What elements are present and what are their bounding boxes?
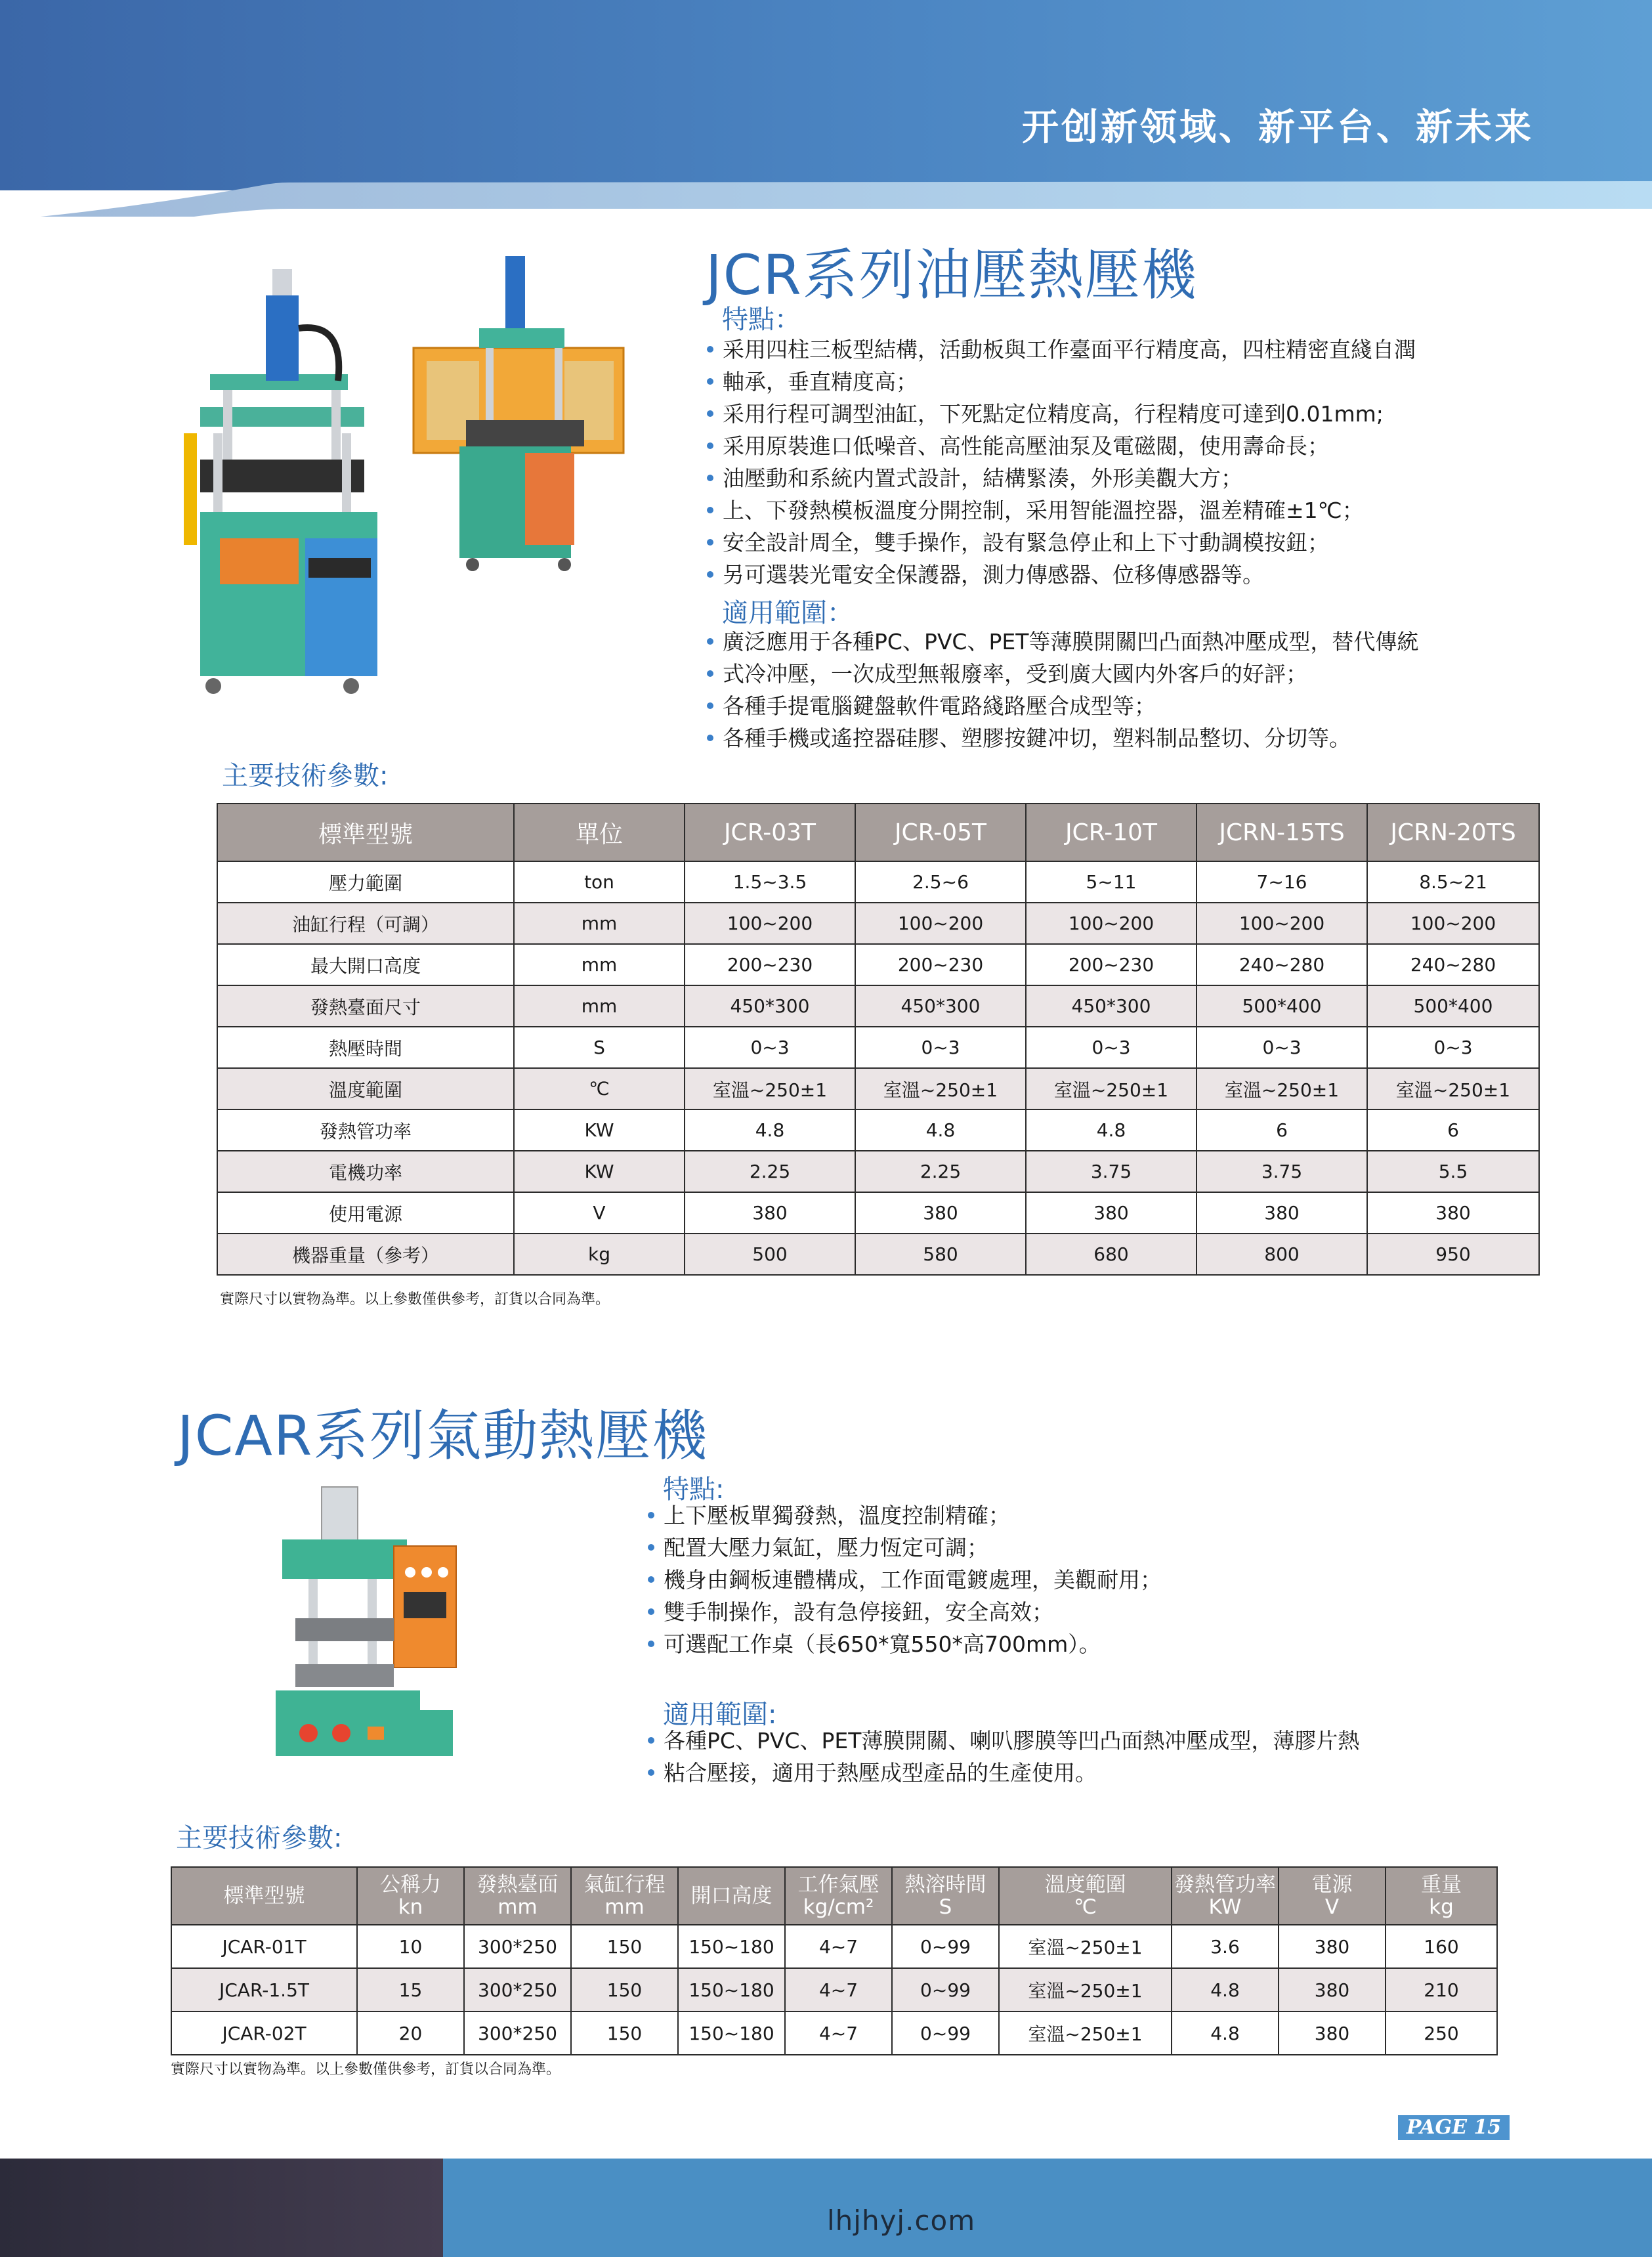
list-item: 采用原裝進口低噪音、高性能高壓油泵及電磁閥，使用壽命長；: [706, 430, 1578, 462]
website-url: lhjhyj.com: [827, 2204, 976, 2237]
column-header: 標準型號: [217, 804, 514, 861]
table-row: [217, 861, 1539, 903]
column-header-unit: kg: [1429, 1895, 1454, 1919]
table-cell: mm: [514, 944, 685, 985]
jcar-scope-list: [646, 1725, 1500, 1789]
table-cell: 6: [1367, 1109, 1539, 1151]
table-cell: 250: [1386, 2011, 1497, 2055]
table-row: [171, 1968, 1497, 2011]
table-cell: KW: [514, 1151, 685, 1192]
column-header-unit: ℃: [1074, 1895, 1097, 1919]
model-cell: JCAR-01T: [171, 1925, 357, 1968]
table-cell: 380: [1026, 1192, 1197, 1234]
table-cell: 3.75: [1197, 1151, 1367, 1192]
table-cell: 15: [357, 1968, 464, 2011]
jcr-machine-image: [174, 249, 397, 722]
jcr-params-label: 主要技術參數:: [222, 761, 389, 791]
jcr-features-list: [706, 333, 1578, 591]
table-cell: 380: [1279, 2011, 1386, 2055]
column-header-unit: mm: [498, 1895, 538, 1919]
table-row: [171, 2011, 1497, 2055]
table-cell: 240~280: [1197, 944, 1367, 985]
table-row: [217, 1027, 1539, 1068]
jcar-params-label: 主要技術參數:: [176, 1823, 343, 1853]
column-header: JCRN-20TS: [1367, 804, 1539, 861]
table-cell: 300*250: [464, 2011, 571, 2055]
row-label-cell: 發熱臺面尺寸: [217, 985, 514, 1027]
list-item: 采用四柱三板型結構，活動板與工作臺面平行精度高，四柱精密直綫自潤: [706, 333, 1578, 366]
row-label-cell: 機器重量（參考）: [217, 1234, 514, 1275]
table-cell: 380: [855, 1192, 1026, 1234]
column-header-name: 發熱管功率: [1174, 1873, 1276, 1897]
table-cell: 500: [685, 1234, 855, 1275]
model-cell: JCAR-1.5T: [171, 1968, 357, 2011]
column-header-unit: KW: [1208, 1895, 1242, 1919]
table-cell: 150~180: [678, 1925, 785, 1968]
table-cell: 7~16: [1197, 861, 1367, 903]
jcar-spec-table: [171, 1866, 1498, 2055]
table-cell: 100~200: [685, 903, 855, 944]
jcar-scope-label: 適用範圍:: [663, 1700, 777, 1730]
table-cell: 680: [1026, 1234, 1197, 1275]
table-cell: 160: [1386, 1925, 1497, 1968]
table-cell: KW: [514, 1109, 685, 1151]
table-cell: 8.5~21: [1367, 861, 1539, 903]
jcr-features-label: 特點：: [722, 305, 801, 335]
column-header: JCR-03T: [685, 804, 855, 861]
table-row: [217, 903, 1539, 944]
column-header: 單位: [514, 804, 685, 861]
column-header-name: 開口高度: [690, 1884, 773, 1908]
table-row: [217, 1192, 1539, 1234]
footer-band-blue: [443, 2159, 1652, 2257]
column-header: JCR-10T: [1026, 804, 1197, 861]
column-header: [785, 1867, 892, 1925]
table-cell: mm: [514, 985, 685, 1027]
row-label-cell: 最大開口高度: [217, 944, 514, 985]
footer-band-dark: [0, 2159, 443, 2257]
table-cell: 室溫~250±1: [999, 2011, 1172, 2055]
column-header-name: 氣缸行程: [583, 1873, 666, 1897]
table-cell: 室溫~250±1: [999, 1925, 1172, 1968]
table-header-row: [217, 804, 1539, 861]
table-cell: 室溫~250±1: [999, 1968, 1172, 2011]
list-item: 油壓動和系統内置式設計，結構緊湊，外形美觀大方；: [706, 462, 1578, 494]
table-cell: 5.5: [1367, 1151, 1539, 1192]
column-header: [464, 1867, 571, 1925]
column-header: [678, 1867, 785, 1925]
column-header-unit: V: [1324, 1895, 1340, 1919]
table-cell: 380: [1197, 1192, 1367, 1234]
column-header: [892, 1867, 999, 1925]
list-item: 配置大壓力氣缸，壓力恆定可調；: [646, 1532, 1500, 1564]
column-header: [1386, 1867, 1497, 1925]
column-header: JCRN-15TS: [1197, 804, 1367, 861]
table-header-row: [171, 1867, 1497, 1925]
table-cell: 6: [1197, 1109, 1367, 1151]
list-item: 各種手提電腦鍵盤軟件電路綫路壓合成型等；: [706, 690, 1578, 722]
list-item: 上下壓板單獨發熱，溫度控制精確；: [646, 1499, 1500, 1532]
table-cell: 室溫~250±1: [685, 1068, 855, 1109]
jcar-features-list: [646, 1499, 1500, 1660]
table-cell: 室溫~250±1: [1197, 1068, 1367, 1109]
list-item: 可選配工作桌（長650*寬550*高700mm）。: [646, 1628, 1500, 1660]
jcr-machine-guard-image: [407, 249, 630, 578]
table-cell: S: [514, 1027, 685, 1068]
row-label-cell: 發熱管功率: [217, 1109, 514, 1151]
table-cell: 2.25: [685, 1151, 855, 1192]
table-cell: 室溫~250±1: [1026, 1068, 1197, 1109]
column-header-name: 標準型號: [223, 1884, 305, 1908]
column-header: JCR-05T: [855, 804, 1026, 861]
table-cell: 580: [855, 1234, 1026, 1275]
table-row: [217, 1151, 1539, 1192]
table-cell: 0~3: [855, 1027, 1026, 1068]
column-header-unit: S: [939, 1895, 952, 1919]
table-cell: 室溫~250±1: [855, 1068, 1026, 1109]
page-number-badge: PAGE 15: [1398, 2115, 1510, 2140]
row-label-cell: 熱壓時間: [217, 1027, 514, 1068]
table-cell: 200~230: [855, 944, 1026, 985]
table-cell: 380: [685, 1192, 855, 1234]
table-cell: 0~99: [892, 2011, 999, 2055]
table-cell: 4~7: [785, 1925, 892, 1968]
column-header: [1172, 1867, 1279, 1925]
table-cell: ℃: [514, 1068, 685, 1109]
row-label-cell: 油缸行程（可調）: [217, 903, 514, 944]
table-cell: 200~230: [685, 944, 855, 985]
table-cell: 300*250: [464, 1968, 571, 2011]
list-item: 廣泛應用于各種PC、PVC、PET等薄膜開關凹凸面熱冲壓成型，替代傳統: [706, 626, 1578, 658]
table-cell: 450*300: [1026, 985, 1197, 1027]
table-cell: 1.5~3.5: [685, 861, 855, 903]
table-cell: 2.25: [855, 1151, 1026, 1192]
table-cell: 380: [1279, 1968, 1386, 2011]
jcar-title: JCAR系列氣動熱壓機: [177, 1404, 709, 1468]
table-row: [171, 1925, 1497, 1968]
table-cell: 100~200: [1026, 903, 1197, 944]
table-cell: 200~230: [1026, 944, 1197, 985]
list-item: 軸承，垂直精度高；: [706, 366, 1578, 398]
table-cell: 300*250: [464, 1925, 571, 1968]
jcr-footnote: 實際尺寸以實物為準。以上參數僅供參考，訂貨以合同為準。: [220, 1291, 610, 1308]
column-header-unit: mm: [604, 1895, 645, 1919]
column-header-name: 溫度範圍: [1044, 1873, 1126, 1897]
column-header: [1279, 1867, 1386, 1925]
table-cell: 800: [1197, 1234, 1367, 1275]
table-cell: 2.5~6: [855, 861, 1026, 903]
row-label-cell: 使用電源: [217, 1192, 514, 1234]
table-cell: 0~3: [1026, 1027, 1197, 1068]
list-item: 另可選裝光電安全保護器，測力傳感器、位移傳感器等。: [706, 559, 1578, 591]
jcar-footnote: 實際尺寸以實物為準。以上參數僅供參考，訂貨以合同為準。: [171, 2061, 561, 2078]
table-cell: 100~200: [1367, 903, 1539, 944]
table-cell: 0~99: [892, 1968, 999, 2011]
list-item: 上、下發熱模板溫度分開控制，采用智能溫控器，溫差精確±1℃；: [706, 494, 1578, 527]
jcar-features-label: 特點:: [663, 1474, 725, 1505]
table-cell: 380: [1279, 1925, 1386, 1968]
table-cell: 3.75: [1026, 1151, 1197, 1192]
table-cell: 450*300: [855, 985, 1026, 1027]
table-cell: kg: [514, 1234, 685, 1275]
column-header-unit: kg/cm²: [803, 1895, 874, 1919]
row-label-cell: 溫度範圍: [217, 1068, 514, 1109]
table-cell: 0~99: [892, 1925, 999, 1968]
table-cell: 20: [357, 2011, 464, 2055]
table-cell: 4.8: [1172, 1968, 1279, 2011]
table-cell: mm: [514, 903, 685, 944]
list-item: 各種手機或遙控器硅膠、塑膠按鍵冲切，塑料制品整切、分切等。: [706, 722, 1578, 754]
table-cell: 150: [571, 1925, 678, 1968]
table-cell: 0~3: [685, 1027, 855, 1068]
table-cell: 150: [571, 1968, 678, 2011]
table-row: [217, 1234, 1539, 1275]
list-item: 雙手制操作，設有急停接鈕，安全高效；: [646, 1596, 1500, 1628]
table-cell: 0~3: [1367, 1027, 1539, 1068]
table-cell: 500*400: [1367, 985, 1539, 1027]
table-cell: 4.8: [855, 1109, 1026, 1151]
table-cell: 150~180: [678, 2011, 785, 2055]
column-header: [171, 1867, 357, 1925]
column-header-name: 公稱力: [380, 1873, 441, 1897]
table-cell: 4~7: [785, 2011, 892, 2055]
table-cell: 4~7: [785, 1968, 892, 2011]
table-cell: 4.8: [685, 1109, 855, 1151]
jcar-machine-image: [269, 1480, 486, 1776]
table-cell: 5~11: [1026, 861, 1197, 903]
list-item: 式冷冲壓，一次成型無報廢率，受到廣大國内外客戶的好評；: [706, 658, 1578, 690]
table-cell: 210: [1386, 1968, 1497, 2011]
row-label-cell: 壓力範圍: [217, 861, 514, 903]
table-row: [217, 985, 1539, 1027]
table-cell: V: [514, 1192, 685, 1234]
jcr-scope-list: [706, 626, 1578, 754]
table-cell: 室溫~250±1: [1367, 1068, 1539, 1109]
table-cell: 3.6: [1172, 1925, 1279, 1968]
table-cell: 240~280: [1367, 944, 1539, 985]
jcr-spec-table: [217, 803, 1540, 1276]
column-header-name: 電源: [1311, 1873, 1353, 1897]
model-cell: JCAR-02T: [171, 2011, 357, 2055]
jcr-title: JCR系列油壓熱壓機: [706, 243, 1198, 307]
table-row: [217, 944, 1539, 985]
table-cell: 500*400: [1197, 985, 1367, 1027]
table-cell: 4.8: [1172, 2011, 1279, 2055]
list-item: 采用行程可調型油缸，下死點定位精度高，行程精度可達到0.01mm;: [706, 398, 1578, 430]
table-cell: 100~200: [855, 903, 1026, 944]
column-header-name: 熱溶時間: [904, 1873, 986, 1897]
list-item: 粘合壓接，適用于熱壓成型產品的生產使用。: [646, 1757, 1500, 1789]
column-header: [357, 1867, 464, 1925]
table-cell: 0~3: [1197, 1027, 1367, 1068]
table-cell: 100~200: [1197, 903, 1367, 944]
list-item: 機身由鋼板連體構成，工作面電鍍處理，美觀耐用；: [646, 1564, 1500, 1596]
list-item: 安全設計周全，雙手操作，設有緊急停止和上下寸動調模按鈕；: [706, 527, 1578, 559]
header-slogan: 开创新领域、新平台、新未来: [1022, 106, 1534, 149]
column-header-unit: kn: [398, 1895, 423, 1919]
table-cell: 380: [1367, 1192, 1539, 1234]
table-cell: 150: [571, 2011, 678, 2055]
list-item: 各種PC、PVC、PET薄膜開關、喇叭膠膜等凹凸面熱冲壓成型，薄膠片熱: [646, 1725, 1500, 1757]
table-row: [217, 1068, 1539, 1109]
table-cell: 4.8: [1026, 1109, 1197, 1151]
table-cell: 150~180: [678, 1968, 785, 2011]
table-cell: 450*300: [685, 985, 855, 1027]
table-cell: 950: [1367, 1234, 1539, 1275]
column-header-name: 發熱臺面: [477, 1873, 559, 1897]
column-header-name: 工作氣壓: [797, 1873, 879, 1897]
row-label-cell: 電機功率: [217, 1151, 514, 1192]
table-cell: ton: [514, 861, 685, 903]
column-header: [999, 1867, 1172, 1925]
table-cell: 10: [357, 1925, 464, 1968]
jcr-scope-label: 適用範圍：: [722, 598, 853, 628]
column-header-name: 重量: [1421, 1873, 1462, 1897]
table-row: [217, 1109, 1539, 1151]
column-header: [571, 1867, 678, 1925]
